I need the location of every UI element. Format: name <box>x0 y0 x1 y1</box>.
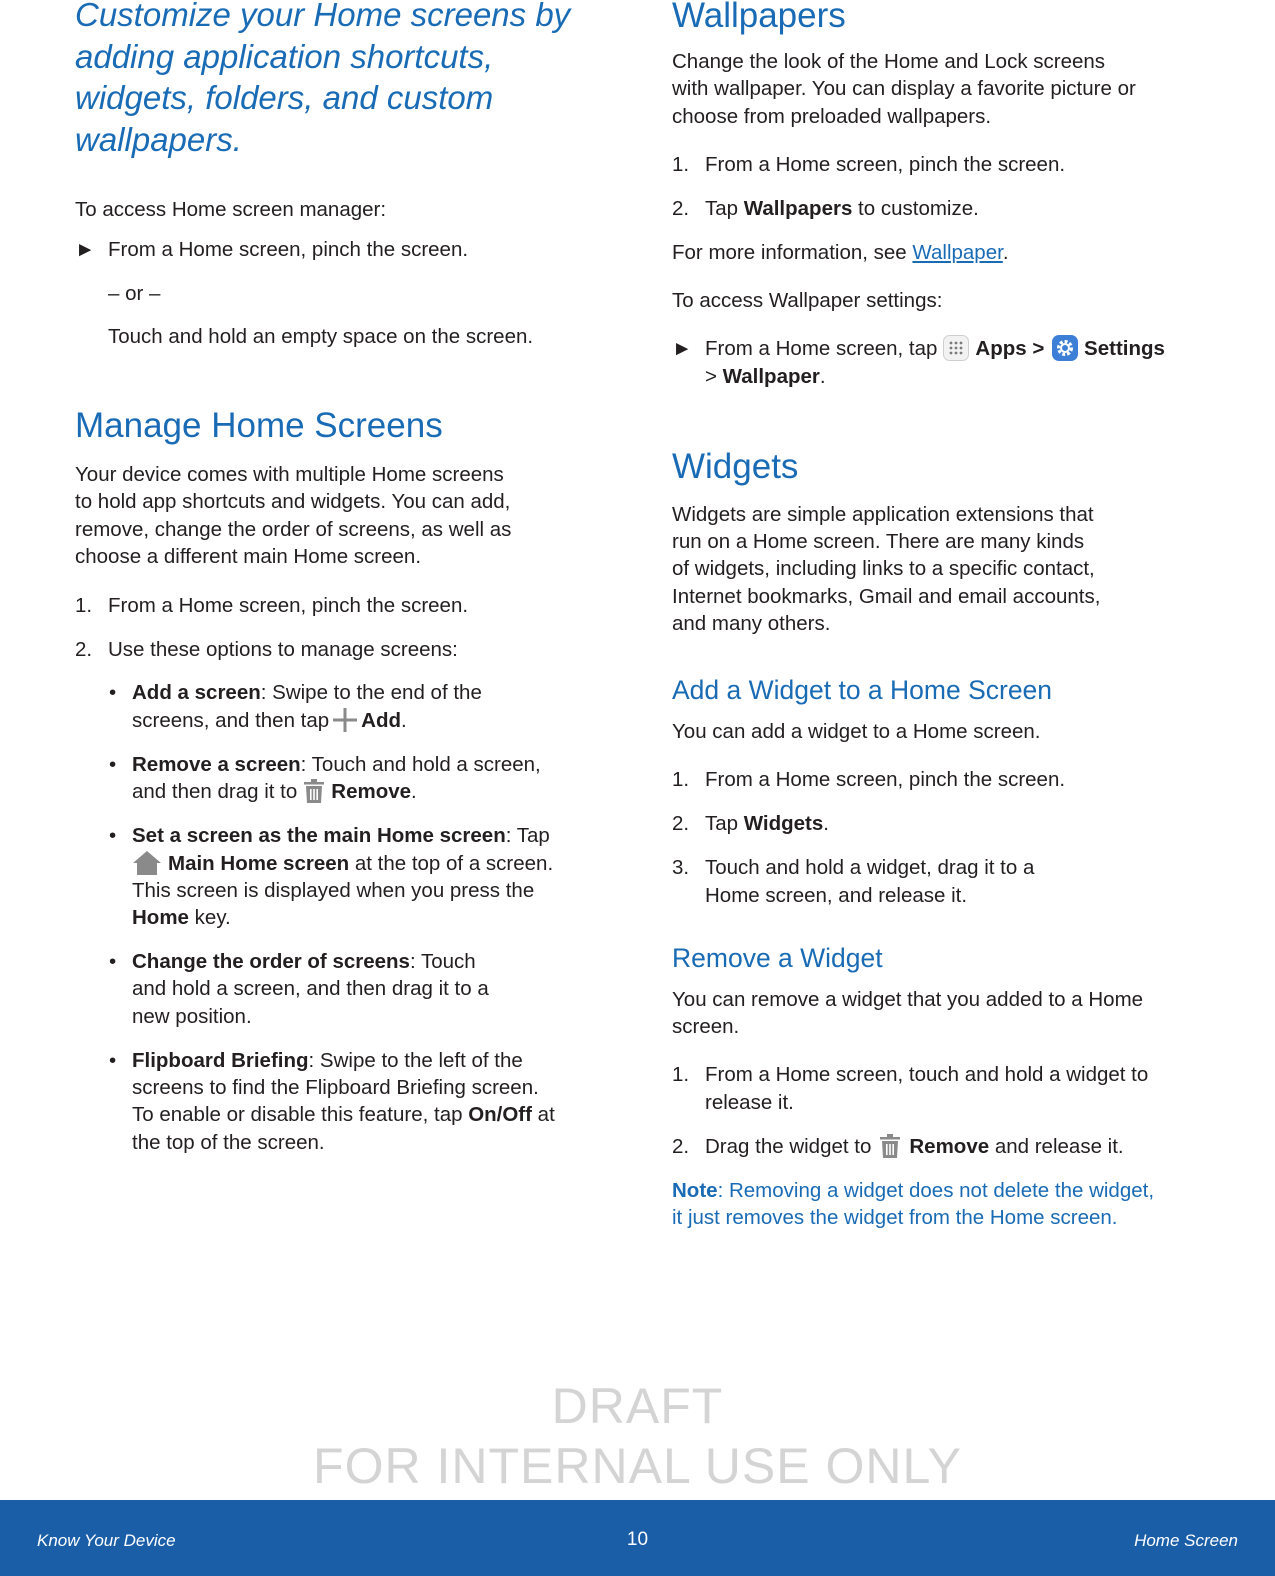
wallpapers-step-1: 1. From a Home screen, pinch the screen. <box>672 153 1066 176</box>
page-number: 10 <box>626 1529 649 1550</box>
bullet-flipboard-line4: the top of the screen. <box>132 1131 325 1154</box>
add-widget-heading: Add a Widget to a Home Screen <box>672 675 1053 705</box>
remove-widget-heading: Remove a Widget <box>672 943 883 973</box>
plus-icon <box>332 707 358 733</box>
widgets-body-line: Internet bookmarks, Gmail and email accounts, <box>672 585 1101 608</box>
manage-step-2: 2. Use these options to manage screens: <box>75 638 458 661</box>
bullet-remove-screen: • Remove a screen: Touch and hold a screen, <box>75 751 541 779</box>
bullet-dot: • <box>109 824 117 847</box>
add-widget-step-3-line2: Home screen, and release it. <box>705 884 968 907</box>
manage-body-line: choose a different main Home screen. <box>75 545 422 568</box>
note: Note: Removing a widget does not delete the widget, <box>672 1179 1155 1202</box>
add-widget-intro: You can add a widget to a Home screen. <box>672 720 1041 743</box>
remove-widget-intro: You can remove a widget that you added to a Home <box>672 988 1144 1011</box>
internal-use-watermark: FOR INTERNAL USE ONLY <box>313 1438 962 1494</box>
bullet-set-main-line2: Main Home screen at the top of a screen. <box>132 850 553 878</box>
widgets-heading: Widgets <box>672 447 799 486</box>
remove-widget-intro: screen. <box>672 1015 740 1038</box>
widgets-body-line: run on a Home screen. There are many kinds <box>672 530 1085 553</box>
add-widget-step-1: 1. From a Home screen, pinch the screen. <box>672 768 1066 791</box>
widgets-body-line: Widgets are simple application extensions that <box>672 503 1094 526</box>
manage-step-1: 1. From a Home screen, pinch the screen. <box>75 594 469 617</box>
bullet-change-order-line2: and hold a screen, and then drag it to a <box>132 977 489 1000</box>
bullet-set-main-line3: This screen is displayed when you press the <box>132 879 535 902</box>
wallpaper-access-label: To access Wallpaper settings: <box>672 289 943 312</box>
access-step: ► From a Home screen, pinch the screen. <box>75 236 468 264</box>
note-line2: it just removes the widget from the Home screen. <box>672 1206 1118 1229</box>
apps-grid-icon <box>943 335 969 361</box>
draft-watermark: DRAFT <box>551 1378 724 1434</box>
trash-icon <box>880 1134 900 1158</box>
wallpaper-link[interactable]: Wallpaper <box>912 241 1003 264</box>
widgets-body-line: of widgets, including links to a specific contact, <box>672 557 1095 580</box>
add-widget-step-2: 2. Tap Widgets. <box>672 812 829 835</box>
manage-body-line: remove, change the order of screens, as well as <box>75 518 512 541</box>
manage-heading: Manage Home Screens <box>75 406 443 445</box>
bullet-dot: • <box>109 753 117 776</box>
access-label: To access Home screen manager: <box>75 198 387 221</box>
wallpapers-body-line: Change the look of the Home and Lock screens <box>672 50 1106 73</box>
bullet-add-screen: • Add a screen: Swipe to the end of the <box>75 679 482 707</box>
bullet-change-order-line3: new position. <box>132 1005 252 1028</box>
gear-icon <box>1052 335 1078 361</box>
bullet-dot: • <box>109 681 117 704</box>
wallpapers-heading: Wallpapers <box>672 0 846 35</box>
wallpaper-access-step-line2: > Wallpaper. <box>705 365 826 388</box>
bullet-flipboard-line2: screens to find the Flipboard Briefing screen. <box>132 1076 539 1099</box>
remove-widget-step-2: 2. Drag the widget to Remove and release it. <box>672 1135 1124 1158</box>
wallpaper-access-step: ► From a Home screen, tap Apps > Settings <box>672 335 1165 363</box>
bullet-add-screen-line2: screens, and then tap Add. <box>132 707 407 735</box>
bullet-flipboard-line3: To enable or disable this feature, tap On/Off at <box>132 1103 555 1126</box>
wallpapers-body-line: choose from preloaded wallpapers. <box>672 105 992 128</box>
bullet-flipboard: • Flipboard Briefing: Swipe to the left of the <box>75 1047 523 1075</box>
widgets-body-line: and many others. <box>672 612 831 635</box>
bullet-change-order: • Change the order of screens: Touch <box>75 948 476 976</box>
bullet-remove-screen-line2: and then drag it to Remove. <box>132 780 417 803</box>
intro-text: Customize your Home screens by adding application shortcuts, widgets, folders, and custom wallpapers. <box>75 0 571 158</box>
remove-widget-step-1-line2: release it. <box>705 1091 794 1114</box>
wallpapers-more-info: For more information, see Wallpaper. <box>672 241 1009 264</box>
or-separator: – or – <box>108 282 161 305</box>
bullet-set-main-line4: Home key. <box>132 906 231 929</box>
add-widget-step-3: 3. Touch and hold a widget, drag it to a <box>672 856 1035 879</box>
page-footer <box>0 1500 1275 1576</box>
alt-step: Touch and hold an empty space on the screen. <box>108 325 534 348</box>
trash-icon <box>304 779 324 803</box>
triangle-right-icon: ► <box>75 238 96 261</box>
manage-body-line: to hold app shortcuts and widgets. You can add, <box>75 490 511 513</box>
triangle-right-icon: ► <box>672 337 693 360</box>
footer-section: Home Screen <box>1134 1531 1238 1550</box>
home-icon <box>132 850 162 876</box>
wallpapers-body-line: with wallpaper. You can display a favorite picture or <box>672 77 1136 100</box>
bullet-dot: • <box>109 950 117 973</box>
manage-body-line: Your device comes with multiple Home screens <box>75 463 504 486</box>
bullet-set-main: • Set a screen as the main Home screen: Tap <box>75 822 550 850</box>
wallpapers-step-2: 2. Tap Wallpapers to customize. <box>672 197 979 220</box>
bullet-dot: • <box>109 1049 117 1072</box>
remove-widget-step-1: 1. From a Home screen, touch and hold a widget to <box>672 1063 1149 1086</box>
footer-chapter: Know Your Device <box>37 1531 176 1550</box>
